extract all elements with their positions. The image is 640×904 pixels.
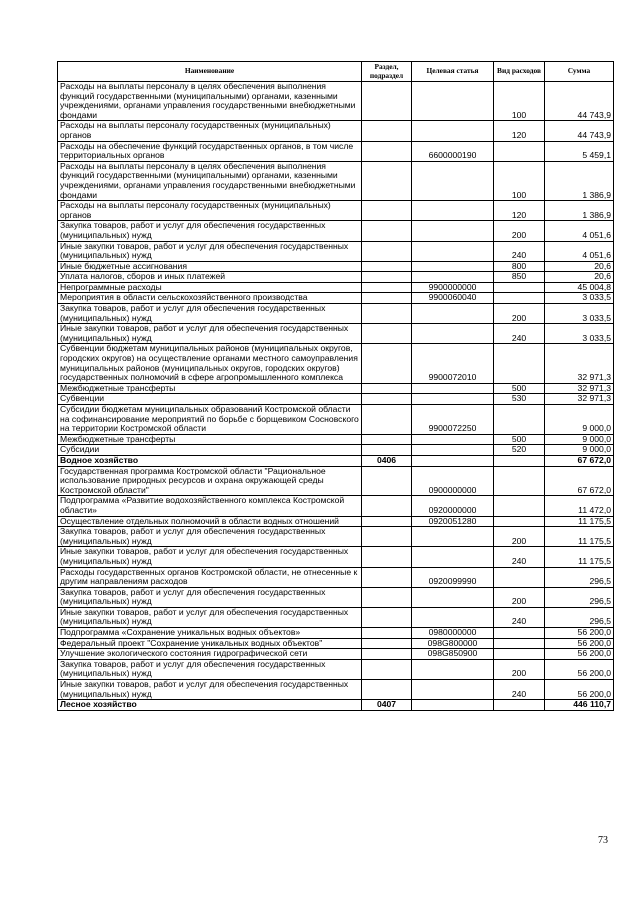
row-name: Подпрограмма «Развитие водохозяйственного комплекса Костромской области» [58,496,362,516]
row-target [412,121,494,141]
table-row [58,455,614,466]
table-row [58,304,614,324]
row-section [362,496,412,516]
table-row [58,607,614,627]
row-name: Подпрограмма «Сохранение уникальных водных объектов» [58,628,362,639]
row-name: Федеральный проект "Сохранение уникальных водных объектов" [58,638,362,649]
row-amount: 4 051,6 [545,221,614,241]
row-type: 500 [494,434,545,445]
row-name: Субвенции бюджетам муниципальных районов (муниципальных округов, городских округов) на осуществление органами местного самоуправления муниципальных районов (муниципальных округов, городских округов) государственных полномочий в сфере агропромышленного комплекса [58,344,362,383]
row-type [494,455,545,466]
table-header-row [58,62,614,82]
row-type: 850 [494,272,545,283]
row-type: 240 [494,547,545,567]
row-name: Иные закупки товаров, работ и услуг для обеспечения государственных (муниципальных) нужд [58,607,362,627]
table-row [58,466,614,496]
row-section [362,383,412,394]
table-row [58,567,614,587]
table-row [58,293,614,304]
row-type [494,700,545,711]
row-type [494,282,545,293]
table-row [58,680,614,700]
row-type: 800 [494,261,545,272]
row-amount: 67 672,0 [545,455,614,466]
row-target: 098G850900 [412,649,494,660]
row-type: 240 [494,680,545,700]
row-type [494,516,545,527]
row-type [494,649,545,660]
row-section [362,221,412,241]
row-section [362,201,412,221]
row-section [362,161,412,200]
row-section: 0406 [362,455,412,466]
table-row [58,324,614,344]
row-type [494,293,545,304]
row-type [494,567,545,587]
row-name: Иные закупки товаров, работ и услуг для обеспечения государственных (муниципальных) нужд [58,680,362,700]
row-target: 9900000000 [412,282,494,293]
row-amount: 32 971,3 [545,383,614,394]
row-section [362,405,412,435]
table-row [58,445,614,456]
table-row [58,434,614,445]
row-type: 200 [494,221,545,241]
table-row [58,201,614,221]
row-section [362,516,412,527]
row-amount: 3 033,5 [545,293,614,304]
row-name: Государственная программа Костромской области "Рациональное использование природных ресурсов и охрана окружающей среды Костромской области" [58,466,362,496]
row-target [412,261,494,272]
row-name: Расходы на выплаты персоналу государственных (муниципальных) органов [58,201,362,221]
row-amount: 20,6 [545,272,614,283]
row-target [412,445,494,456]
row-target [412,82,494,121]
table-row [58,221,614,241]
row-amount: 1 386,9 [545,161,614,200]
row-target [412,527,494,547]
row-amount: 56 200,0 [545,649,614,660]
table-row [58,516,614,527]
row-section [362,607,412,627]
header-name: Наименование [58,62,362,82]
budget-table [57,61,614,711]
row-target [412,607,494,627]
row-target [412,304,494,324]
row-target [412,680,494,700]
table-row [58,344,614,383]
row-type [494,405,545,435]
row-amount: 296,5 [545,567,614,587]
row-target: 0920000000 [412,496,494,516]
row-name: Расходы на выплаты персоналу в целях обеспечения выполнения функций государственными (муниципальными) органами, казенными учреждениями, органами управления государственными внебюджетными фондами [58,161,362,200]
row-section [362,445,412,456]
page-number: 73 [598,835,608,846]
row-target [412,455,494,466]
header-type: Вид расходов [494,62,545,82]
row-section [362,434,412,445]
table-body [58,82,614,711]
table-row [58,649,614,660]
row-target [412,161,494,200]
row-target: 9900072250 [412,405,494,435]
row-target [412,587,494,607]
row-name: Водное хозяйство [58,455,362,466]
row-section: 0407 [362,700,412,711]
table-row [58,659,614,679]
row-type [494,638,545,649]
table-row [58,628,614,639]
row-type: 120 [494,201,545,221]
row-section [362,261,412,272]
row-amount: 44 743,9 [545,121,614,141]
row-amount: 296,5 [545,607,614,627]
row-type: 120 [494,121,545,141]
row-section [362,304,412,324]
row-section [362,527,412,547]
row-section [362,141,412,161]
table-row [58,394,614,405]
table-row [58,405,614,435]
row-amount: 44 743,9 [545,82,614,121]
row-target: 0920051280 [412,516,494,527]
row-section [362,466,412,496]
row-section [362,241,412,261]
row-name: Расходы на выплаты персоналу в целях обеспечения выполнения функций государственными (муниципальными) органами, казенными учреждениями, органами управления государственными внебюджетными фондами [58,82,362,121]
table-row [58,261,614,272]
row-name: Закупка товаров, работ и услуг для обеспечения государственных (муниципальных) нужд [58,304,362,324]
row-name: Лесное хозяйство [58,700,362,711]
row-type: 100 [494,161,545,200]
table-row [58,82,614,121]
row-name: Иные закупки товаров, работ и услуг для обеспечения государственных (муниципальных) нужд [58,324,362,344]
row-target [412,547,494,567]
row-type: 240 [494,241,545,261]
row-name: Межбюджетные трансферты [58,383,362,394]
row-target: 0980000000 [412,628,494,639]
row-name: Межбюджетные трансферты [58,434,362,445]
row-amount: 11 175,5 [545,527,614,547]
header-amount: Сумма [545,62,614,82]
row-section [362,394,412,405]
row-name: Расходы на обеспечение функций государственных органов, в том числе территориальных органов [58,141,362,161]
row-target [412,659,494,679]
row-name: Иные закупки товаров, работ и услуг для обеспечения государственных (муниципальных) нужд [58,547,362,567]
row-amount: 9 000,0 [545,434,614,445]
row-name: Закупка товаров, работ и услуг для обеспечения государственных (муниципальных) нужд [58,527,362,547]
row-section [362,649,412,660]
row-type: 240 [494,607,545,627]
header-section: Раздел, подраздел [362,62,412,82]
row-type: 100 [494,82,545,121]
row-amount: 5 459,1 [545,141,614,161]
table-row [58,241,614,261]
table-row [58,161,614,200]
row-amount: 20,6 [545,261,614,272]
row-name: Уплата налогов, сборов и иных платежей [58,272,362,283]
row-amount: 3 033,5 [545,324,614,344]
row-amount: 9 000,0 [545,405,614,435]
row-amount: 56 200,0 [545,638,614,649]
row-amount: 56 200,0 [545,659,614,679]
row-target [412,241,494,261]
row-section [362,324,412,344]
row-section [362,82,412,121]
row-amount: 446 110,7 [545,700,614,711]
row-name: Иные бюджетные ассигнования [58,261,362,272]
row-amount: 32 971,3 [545,394,614,405]
row-target: 9900072010 [412,344,494,383]
row-type: 200 [494,527,545,547]
row-type: 200 [494,304,545,324]
table-row [58,282,614,293]
row-type: 240 [494,324,545,344]
row-target [412,700,494,711]
row-target [412,201,494,221]
row-amount: 32 971,3 [545,344,614,383]
row-name: Субсидии [58,445,362,456]
row-target [412,394,494,405]
row-type [494,344,545,383]
table-row [58,383,614,394]
table-row [58,587,614,607]
row-target: 9900060040 [412,293,494,304]
row-name: Осуществление отдельных полномочий в области водных отношений [58,516,362,527]
row-name: Закупка товаров, работ и услуг для обеспечения государственных (муниципальных) нужд [58,659,362,679]
row-name: Расходы на выплаты персоналу государственных (муниципальных) органов [58,121,362,141]
row-amount: 4 051,6 [545,241,614,261]
row-target [412,272,494,283]
row-amount: 3 033,5 [545,304,614,324]
row-amount: 1 386,9 [545,201,614,221]
row-section [362,567,412,587]
row-type [494,466,545,496]
table-row [58,141,614,161]
row-type [494,141,545,161]
row-target: 098G800000 [412,638,494,649]
row-amount: 45 004,8 [545,282,614,293]
row-name: Мероприятия в области сельскохозяйственного производства [58,293,362,304]
row-section [362,121,412,141]
row-target: 0900000000 [412,466,494,496]
row-section [362,282,412,293]
row-name: Иные закупки товаров, работ и услуг для обеспечения государственных (муниципальных) нужд [58,241,362,261]
row-name: Непрограммные расходы [58,282,362,293]
row-type: 530 [494,394,545,405]
row-name: Закупка товаров, работ и услуг для обеспечения государственных (муниципальных) нужд [58,221,362,241]
row-section [362,272,412,283]
row-amount: 11 472,0 [545,496,614,516]
row-section [362,344,412,383]
header-target: Целевая статья [412,62,494,82]
table-row [58,121,614,141]
row-name: Расходы государственных органов Костромской области, не отнесенные к другим направлениям расходов [58,567,362,587]
row-type: 500 [494,383,545,394]
row-section [362,628,412,639]
row-amount: 296,5 [545,587,614,607]
row-type [494,496,545,516]
row-amount: 56 200,0 [545,628,614,639]
row-section [362,659,412,679]
row-target [412,383,494,394]
row-target: 6600000190 [412,141,494,161]
row-name: Субсидии бюджетам муниципальных образований Костромской области на софинансирование мероприятий по борьбе с борщевиком Сосновского на территории Костромской области [58,405,362,435]
table-row [58,638,614,649]
row-target: 0920099990 [412,567,494,587]
row-amount: 11 175,5 [545,516,614,527]
row-section [362,293,412,304]
table-row [58,547,614,567]
table-row [58,272,614,283]
row-type: 520 [494,445,545,456]
row-name: Закупка товаров, работ и услуг для обеспечения государственных (муниципальных) нужд [58,587,362,607]
row-name: Субвенции [58,394,362,405]
row-amount: 56 200,0 [545,680,614,700]
table-row [58,496,614,516]
table-row [58,700,614,711]
row-section [362,587,412,607]
row-name: Улучшение экологического состояния гидрографической сети [58,649,362,660]
row-amount: 11 175,5 [545,547,614,567]
row-section [362,680,412,700]
row-type [494,628,545,639]
row-target [412,324,494,344]
row-target [412,221,494,241]
row-amount: 9 000,0 [545,445,614,456]
row-type: 200 [494,587,545,607]
table-row [58,527,614,547]
row-type: 200 [494,659,545,679]
row-target [412,434,494,445]
row-section [362,547,412,567]
row-amount: 67 672,0 [545,466,614,496]
row-section [362,638,412,649]
